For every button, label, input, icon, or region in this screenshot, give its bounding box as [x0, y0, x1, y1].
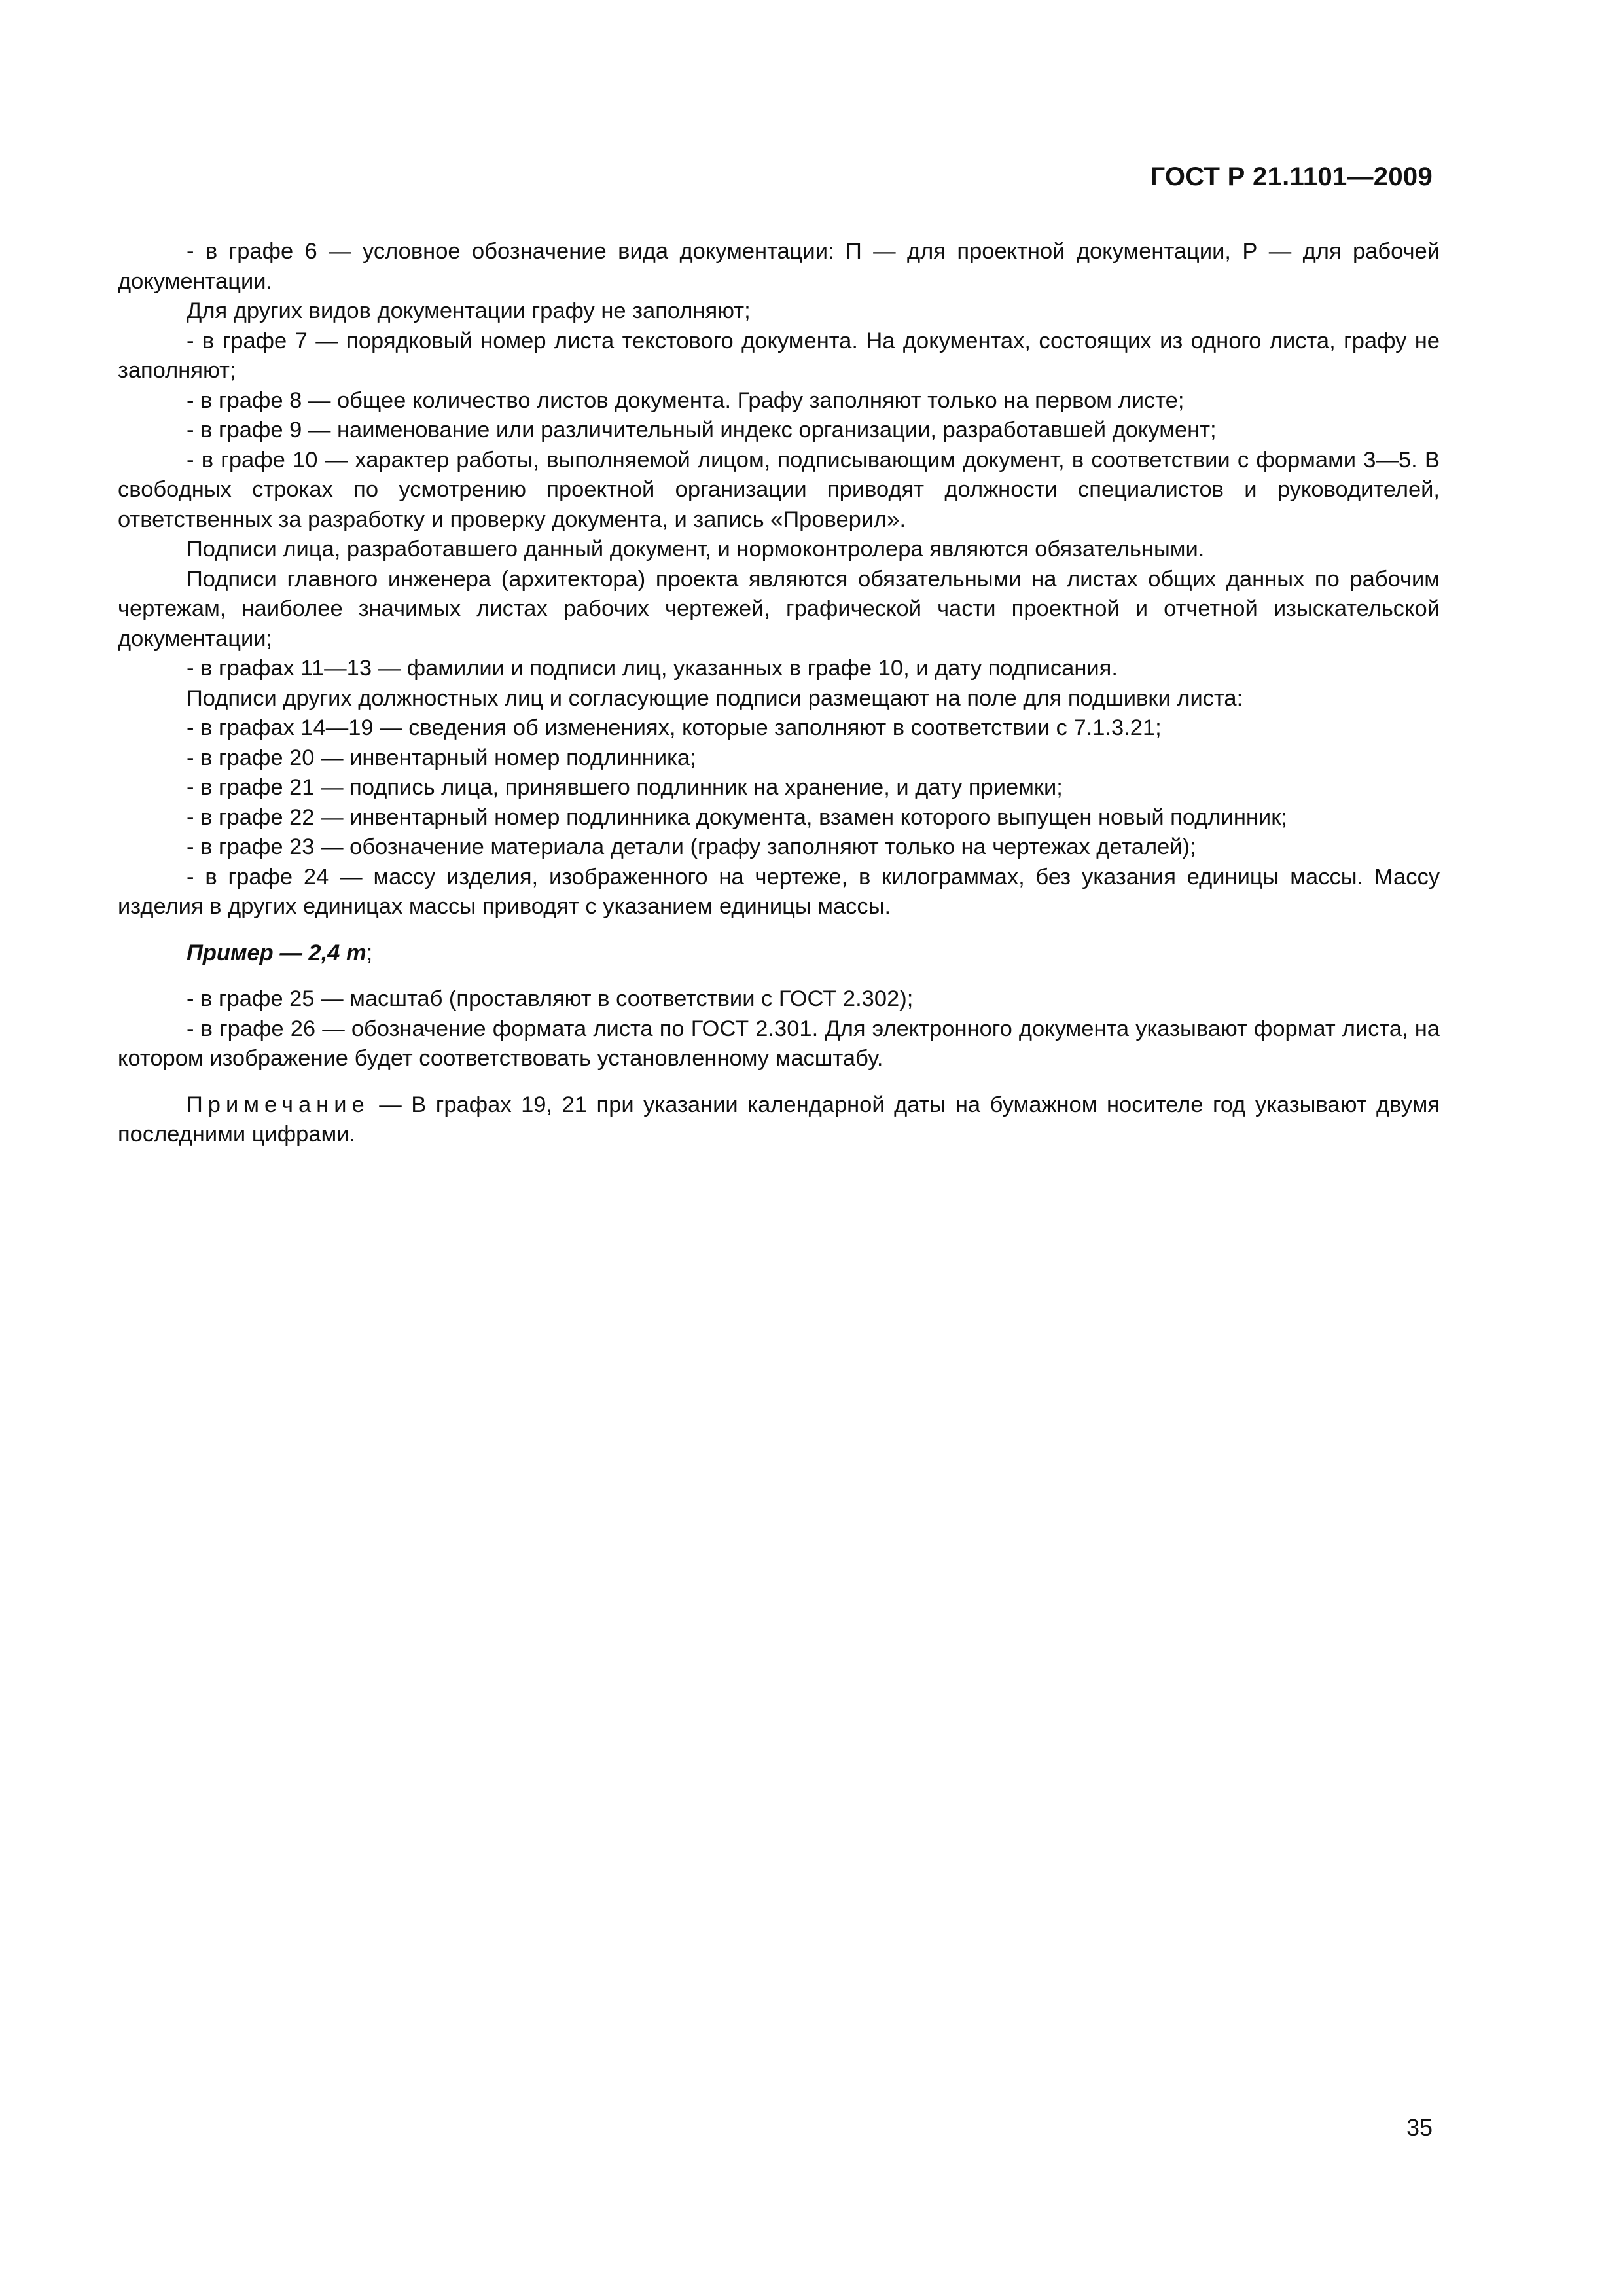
- page-number: 35: [1406, 2114, 1433, 2141]
- paragraph: Подписи лица, разработавшего данный документ, и нормоконтролера являются обязательными.: [187, 537, 1205, 562]
- note-paragraph: [118, 1090, 1440, 1150]
- paragraph: - в графе 9 — наименование или различительный индекс организации, разработавшей документ;: [187, 418, 1217, 442]
- paragraph: - в графе 6 — условное обозначение вида документации: П — для проектной документации, Р — для рабочей документации.: [118, 239, 1440, 294]
- paragraph: Подписи главного инженера (архитектора) проекта являются обязательными на листах общих данных по рабочим чертежам, наиболее значимых листах рабочих чертежей, графической части проектной и отчетной изыскательской документации;: [118, 566, 1440, 651]
- paragraph: - в графе 22 — инвентарный номер подлинника документа, взамен которого выпущен новый подлинник;: [187, 804, 1287, 830]
- paragraph: - в графах 14—19 — сведения об изменениях, которые заполняют в соответствии с 7.1.3.21;: [187, 715, 1162, 740]
- paragraph: - в графах 11—13 — фамилии и подписи лиц, указанных в графе 10, и дату подписания.: [187, 656, 1118, 681]
- example-suffix: ;: [366, 940, 373, 965]
- paragraph: - в графе 25 — масштаб (проставляют в соответствии с ГОСТ 2.302);: [187, 986, 914, 1011]
- note-label: Примечание: [187, 1092, 370, 1117]
- example-label: Пример — 2,4: [187, 940, 340, 965]
- paragraph: - в графе 24 — массу изделия, изображенного на чертеже, в килограммах, без указания единицы массы. Массу изделия в других единицах массы приводят с указанием единицы массы.: [118, 864, 1440, 919]
- paragraph: - в графе 7 — порядковый номер листа текстового документа. На документах, состоящих из одного листа, графу не заполняют;: [118, 328, 1440, 383]
- example-unit: т: [346, 940, 366, 965]
- paragraph: - в графе 23 — обозначение материала детали (графу заполняют только на чертежах деталей);: [187, 834, 1196, 859]
- paragraph: - в графе 20 — инвентарный номер подлинника;: [187, 745, 696, 770]
- paragraph: Для других видов документации графу не заполняют;: [187, 298, 751, 323]
- note-text: — В графах 19, 21 при указании календарной даты на бумажном носителе год указывают двумя последними цифрами.: [118, 1092, 1440, 1147]
- paragraph: - в графе 26 — обозначение формата листа по ГОСТ 2.301. Для электронного документа указывают формат листа, на котором изображение будет соответствовать установленному масштабу.: [118, 1016, 1440, 1071]
- paragraph: - в графе 21 — подпись лица, принявшего подлинник на хранение, и дату приемки;: [187, 775, 1063, 800]
- standard-designation: ГОСТ Р 21.1101—2009: [1150, 162, 1433, 191]
- paragraph: - в графе 10 — характер работы, выполняемой лицом, подписывающим документ, в соответствии с формами 3—5. В свободных строках по усмотрению проектной организации приводят должности специалистов и руководителей, ответственных за разработку и проверку документа, и запись «Проверил».: [118, 447, 1440, 532]
- body-text: [118, 237, 1440, 1150]
- paragraph: - в графе 8 — общее количество листов документа. Графу заполняют только на первом листе;: [187, 387, 1185, 413]
- paragraph: Подписи других должностных лиц и согласующие подписи размещают на поле для подшивки листа:: [187, 685, 1243, 711]
- example-line: [118, 939, 1440, 969]
